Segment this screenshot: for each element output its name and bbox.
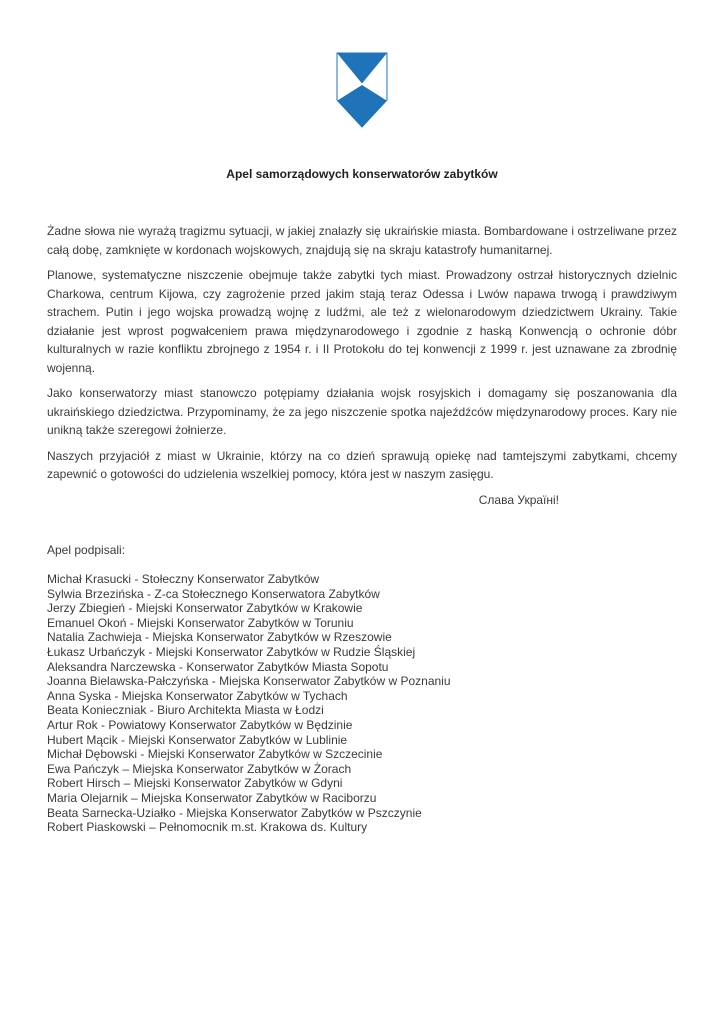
signatory-line-6: Łukasz Urbańczyk - Miejski Konserwator Zabytków w Rudzie Śląskiej xyxy=(47,644,416,659)
signatory-line-4: Emanuel Okoń - Miejski Konserwator Zabytków w Toruniu xyxy=(47,615,354,630)
blue-shield-icon xyxy=(336,52,388,128)
paragraph-2: Planowe, systematyczne niszczenie obejmuje także zabytki tych miast. Prowadzony ostrzał historycznych dzielnic Charkowa, centrum Kijowa, czy zagrożenie przed jakim stają teraz Odessa i Lwów napawa trwogą i prawdziwym strachem. Putin i jego wojska prowadzą wojnę z ludźmi, ale też z wielonarodowym dziedzictwem Ukrainy. Takie działanie jest wprost pogwałceniem prawa międzynarodowego i zgodnie z haską Konwencją o ochronie dóbr kulturalnych w razie konfliktu zbrojnego z 1954 r. i II Protokołu do tej konwencji z 1999 r. jest uznawane za zbrodnię wojenną. xyxy=(47,268,677,375)
document-title: Apel samorządowych konserwatorów zabytków xyxy=(226,167,498,181)
signatory-line-5: Natalia Zachwieja - Miejska Konserwator Zabytków w Rzeszowie xyxy=(47,630,392,645)
salute-line: Слава Україні! xyxy=(478,492,559,507)
document-body xyxy=(47,222,677,509)
signatory-line-13: Michał Dębowski - Miejski Konserwator Zabytków w Szczecinie xyxy=(47,747,383,762)
signatory-line-11: Artur Rok - Powiatowy Konserwator Zabytków w Będzinie xyxy=(47,717,353,732)
signatory-line-9: Anna Syska - Miejska Konserwator Zabytków w Tychach xyxy=(47,688,348,703)
paragraph-4: Naszych przyjaciół z miast w Ukrainie, którzy na co dzień sprawują opiekę nad tamtejszymi zabytkami, chcemy zapewnić o gotowości do udzielenia wszelkiej pomocy, która jest w naszym zasięgu. xyxy=(47,448,677,481)
signatory-line-10: Beata Konieczniak - Biuro Architekta Miasta w Łodzi xyxy=(47,703,324,718)
logo-container xyxy=(47,0,677,128)
shield-top-triangle xyxy=(337,53,387,84)
signatory-line-3: Jerzy Zbiegień - Miejski Konserwator Zabytków w Krakowie xyxy=(47,601,363,616)
signatory-line-14: Ewa Pańczyk – Miejska Konserwator Zabytków w Żorach xyxy=(47,761,352,776)
signatory-line-7: Aleksandra Narczewska - Konserwator Zabytków Miasta Sopotu xyxy=(47,659,389,674)
signatory-line-15: Robert Hirsch – Miejski Konserwator Zabytków w Gdyni xyxy=(47,776,343,791)
signatory-line-1: Michał Krasucki - Stołeczny Konserwator Zabytków xyxy=(47,572,320,586)
signatory-line-8: Joanna Bielawska-Pałczyńska - Miejska Konserwator Zabytków w Poznaniu xyxy=(47,674,451,689)
paragraph-3: Jako konserwatorzy miast stanowczo potępiamy działania wojsk rosyjskich i domagamy się poszanowania dla ukraińskiego dziedzictwa. Przypominamy, że za jego niszczenie spotka najeźdźców międzynarodowy proces. Kary nie unikną także szeregowi żołnierze. xyxy=(47,386,677,437)
signatory-line-2: Sylwia Brzezińska - Z-ca Stołecznego Konserwatora Zabytków xyxy=(47,586,380,601)
signatories-heading: Apel podpisali: xyxy=(47,543,126,557)
paragraph-1: Żadne słowa nie wyrażą tragizmu sytuacji, w jakiej znalazły się ukraińskie miasta. Bombardowane i ostrzeliwane przez całą dobę, zamknięte w kordonach wojskowych, znajdują się na skraju katastrofy humanitarnej. xyxy=(47,224,677,257)
signatory-line-12: Hubert Mącik - Miejski Konserwator Zabytków w Lublinie xyxy=(47,732,348,747)
shield-bottom-diamond xyxy=(338,85,387,127)
signatory-line-16: Maria Olejarnik – Miejska Konserwator Zabytków w Raciborzu xyxy=(47,790,377,805)
signatories-list xyxy=(47,572,677,835)
signatory-line-18: Robert Piaskowski – Pełnomocnik m.st. Krakowa ds. Kultury xyxy=(47,820,368,835)
signatory-line-17: Beata Sarnecka-Uziałko - Miejska Konserwator Zabytków w Pszczynie xyxy=(47,805,422,820)
